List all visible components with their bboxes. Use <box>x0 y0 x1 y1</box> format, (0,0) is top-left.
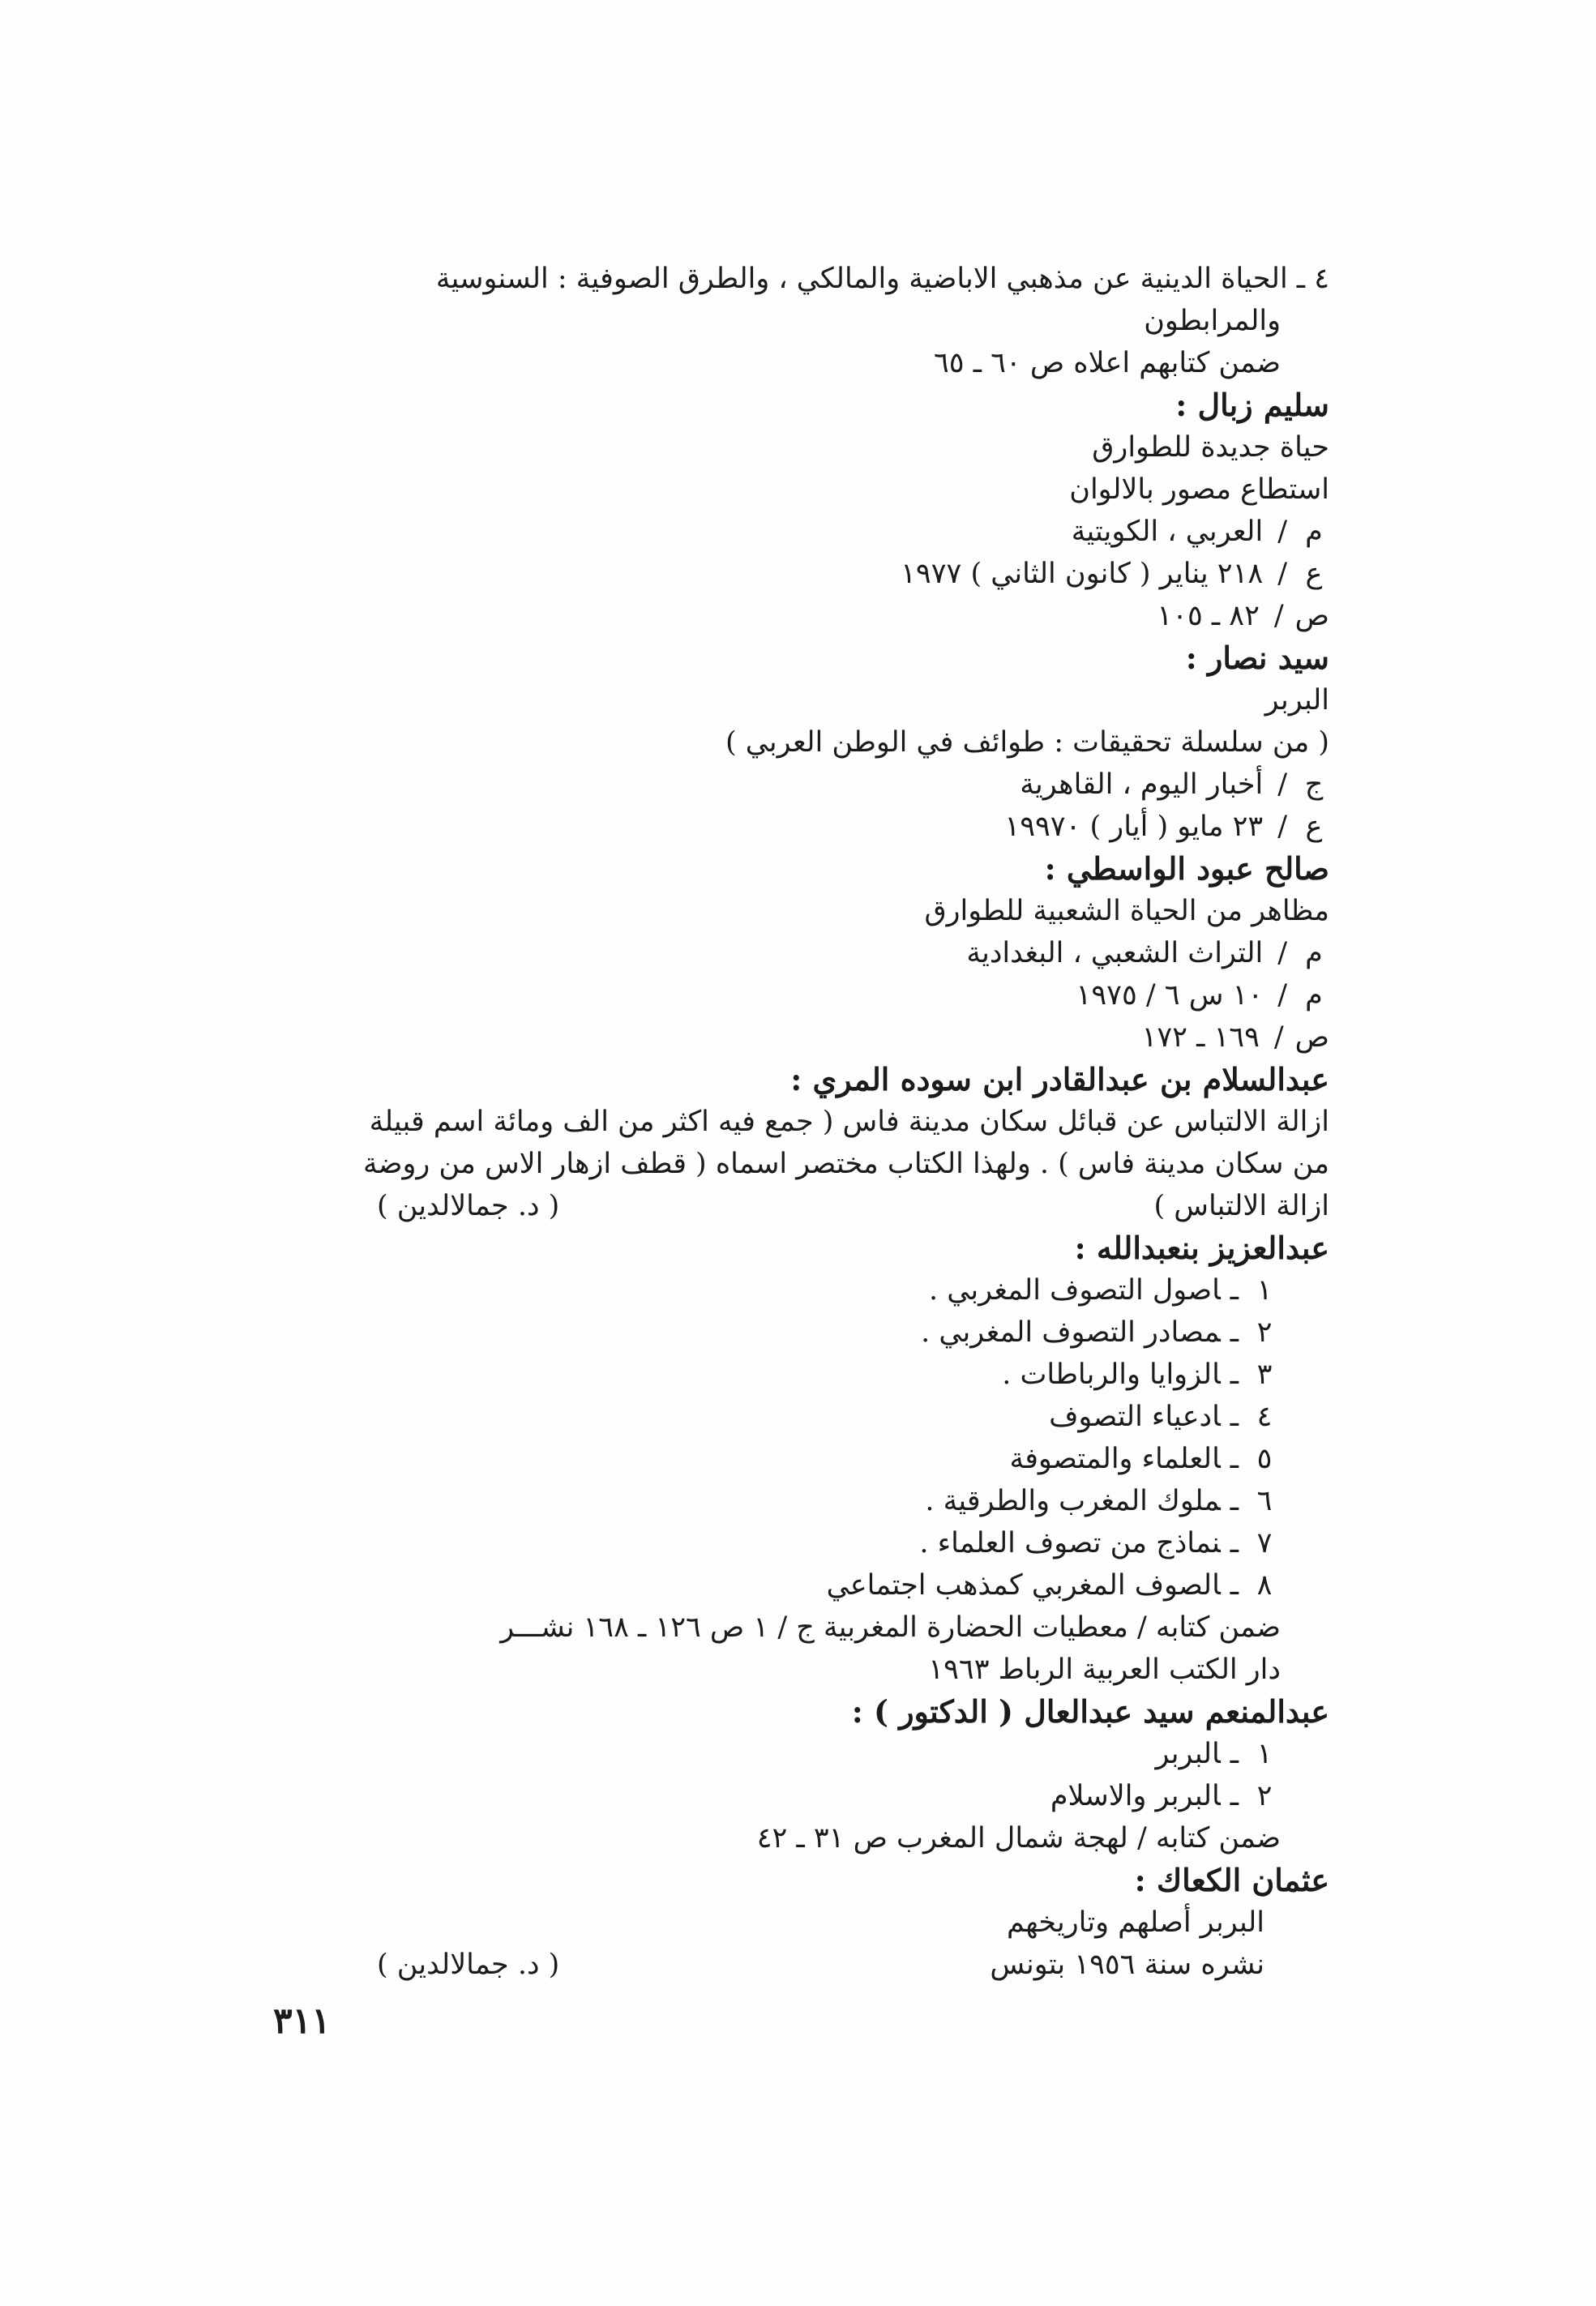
reference-value: ٨٢ ـ ١٠٥ <box>1157 600 1260 632</box>
item-dash: ـ <box>1230 1274 1239 1307</box>
item-number: ١ <box>1256 1738 1273 1770</box>
page-number: ٣١١ <box>273 2000 331 2042</box>
reference-value: ٢١٨ يناير ( كانون الثاني ) ١٩٧٧ <box>901 558 1264 590</box>
author-heading: عبدالعزيز بنعبدالله : <box>1074 1230 1329 1266</box>
title-line: حياة جديدة للطوارق <box>1092 431 1329 464</box>
item-number: ٨ <box>1256 1569 1273 1602</box>
reference-tag: م <box>1305 937 1323 969</box>
item-text: ادعياء التصوف <box>1049 1401 1221 1433</box>
item-number: ٤ <box>1256 1401 1273 1433</box>
source-line: ضمن كتابه / معطيات الحضارة المغربية ج / ١ ص ١٢٦ ـ ١٦٨ نشـــر <box>500 1611 1281 1644</box>
item-dash: ـ <box>1230 1443 1239 1475</box>
reference-value: ١٠ س ٦ / ١٩٧٥ <box>1076 979 1264 1012</box>
reference-row <box>272 974 1329 1016</box>
author-heading: عبدالسلام بن عبدالقادر ابن سوده المري : <box>790 1061 1329 1097</box>
list-item <box>272 1522 1329 1564</box>
bibliography-column <box>272 258 1329 1986</box>
reference-separator: / <box>1277 811 1287 843</box>
entry-continuation <box>272 258 1329 384</box>
title-line: البربر <box>1264 684 1329 717</box>
list-item <box>272 1396 1329 1438</box>
entry-salim-zabal <box>272 384 1329 637</box>
reference-row <box>272 553 1329 595</box>
reference-separator: / <box>1277 516 1287 548</box>
title-line: نشره سنة ١٩٥٦ بتونس <box>990 1949 1264 1981</box>
author-heading: صالح عبود الواسطي : <box>1044 850 1329 887</box>
body-line: ازالة الالتباس ) <box>1153 1190 1329 1222</box>
reference-tag: ع <box>1305 558 1323 590</box>
item-dash: ـ <box>1230 1401 1239 1433</box>
item-dash: ـ <box>1230 1569 1239 1602</box>
source-line: دار الكتب العربية الرباط ١٩٦٣ <box>928 1654 1281 1686</box>
list-item <box>272 1438 1329 1480</box>
author-heading: عثمان الكعاك : <box>1134 1862 1329 1898</box>
reference-value: التراث الشعبي ، البغدادية <box>966 937 1264 969</box>
list-item <box>272 1354 1329 1396</box>
source-line: ضمن كتابه / لهجة شمال المغرب ص ٣١ ـ ٤٢ <box>756 1822 1281 1855</box>
item-dash: ـ <box>1230 1358 1239 1391</box>
reference-value: العربي ، الكويتية <box>1071 516 1264 548</box>
item-text: الزوايا والرباطات . <box>1002 1358 1221 1391</box>
reference-tag: ج <box>1304 768 1324 801</box>
title-line: استطاع مصور بالالوان <box>1069 473 1329 506</box>
author-heading: سليم زبال : <box>1175 387 1329 423</box>
item-number: ٦ <box>1256 1485 1273 1517</box>
item-number: ٢ <box>1256 1316 1273 1349</box>
reference-tag: م <box>1305 516 1323 548</box>
entry-othman-al-kaak <box>272 1859 1329 1986</box>
item-text: العلماء والمتصوفة <box>1009 1443 1221 1475</box>
list-item <box>272 1775 1329 1817</box>
numbered-list <box>272 1269 1329 1606</box>
item-text: البربر <box>1155 1738 1221 1770</box>
reference-row <box>272 595 1329 637</box>
list-item <box>272 1733 1329 1775</box>
item-text: اصول التصوف المغربي . <box>928 1274 1221 1307</box>
item-text: مصادر التصوف المغربي . <box>921 1316 1221 1349</box>
list-item <box>272 1480 1329 1522</box>
reference-separator: / <box>1277 558 1287 590</box>
reference-tag: ص <box>1294 600 1329 632</box>
entry-sayed-nassar <box>272 637 1329 848</box>
item-text: ملوك المغرب والطرقية . <box>925 1485 1221 1517</box>
body-line: والمرابطون <box>1144 305 1281 337</box>
item-dash: ـ <box>1230 1780 1239 1812</box>
entry-abdelmoneim <box>272 1691 1329 1859</box>
reference-separator: / <box>1277 937 1287 969</box>
reference-separator: / <box>1273 600 1284 632</box>
body-line-with-credit <box>272 1185 1329 1227</box>
list-item <box>272 1269 1329 1311</box>
title-line: البربر أصلهم وتاريخهم <box>1007 1906 1264 1939</box>
body-line: ضمن كتابهم اعلاه ص ٦٠ ـ ٦٥ <box>933 347 1281 379</box>
body-line: ازالة الالتباس عن قبائل سكان مدينة فاس ( جمع فيه اكثر من الف ومائة اسم قبيلة <box>369 1106 1329 1138</box>
item-text: البربر والاسلام <box>1050 1780 1221 1812</box>
reference-value: أخبار اليوم ، القاهرية <box>1020 768 1264 801</box>
item-number: ٢ <box>1256 1780 1273 1812</box>
list-item <box>272 1311 1329 1354</box>
reference-tag: ص <box>1294 1021 1329 1054</box>
item-dash: ـ <box>1230 1527 1239 1559</box>
author-heading: عبدالمنعم سيد عبدالعال ( الدكتور ) : <box>851 1693 1329 1730</box>
reference-tag: م <box>1305 979 1323 1012</box>
body-line-with-credit <box>272 1944 1329 1986</box>
list-item <box>272 1564 1329 1606</box>
item-text: الصوف المغربي كمذهب اجتماعي <box>826 1569 1221 1602</box>
reference-row <box>272 1016 1329 1059</box>
numbered-list <box>272 1733 1329 1817</box>
entry-ibn-souda <box>272 1059 1329 1227</box>
author-heading: سيد نصار : <box>1185 640 1329 676</box>
body-line: من سكان مدينة فاس ) . ولهذا الكتاب مختصر اسماه ( قطف ازهار الاس من روضة <box>363 1148 1329 1180</box>
title-line: ( من سلسلة تحقيقات : طوائف في الوطن العربي ) <box>725 726 1329 759</box>
entry-benabdallah <box>272 1227 1329 1691</box>
item-dash: ـ <box>1230 1316 1239 1349</box>
reference-row <box>272 764 1329 806</box>
item-number: ٣ <box>1256 1358 1273 1391</box>
reference-separator: / <box>1273 1021 1284 1054</box>
credit-note: ( د. جمالالدين ) <box>377 1190 560 1222</box>
reference-value: ١٦٩ ـ ١٧٢ <box>1141 1021 1260 1054</box>
item-number: ١ <box>1256 1274 1273 1307</box>
reference-separator: / <box>1277 768 1287 801</box>
item-number: ٥ <box>1256 1443 1273 1475</box>
entry-saleh-al-wasiti <box>272 848 1329 1059</box>
reference-separator: / <box>1277 979 1287 1012</box>
item-number: ٧ <box>1256 1527 1273 1559</box>
body-line: ٤ ـ الحياة الدينية عن مذهبي الاباضية والمالكي ، والطرق الصوفية : السنوسية <box>435 263 1329 295</box>
reference-row <box>272 932 1329 974</box>
item-dash: ـ <box>1230 1738 1239 1770</box>
reference-row <box>272 806 1329 848</box>
reference-row <box>272 511 1329 553</box>
reference-value: ٢٣ مايو ( أيار ) ١٩٩٧٠ <box>1004 811 1264 843</box>
item-text: نماذج من تصوف العلماء . <box>919 1527 1221 1559</box>
item-dash: ـ <box>1230 1485 1239 1517</box>
title-line: مظاهر من الحياة الشعبية للطوارق <box>924 895 1329 927</box>
credit-note: ( د. جمالالدين ) <box>377 1949 560 1981</box>
reference-tag: ع <box>1305 811 1323 843</box>
